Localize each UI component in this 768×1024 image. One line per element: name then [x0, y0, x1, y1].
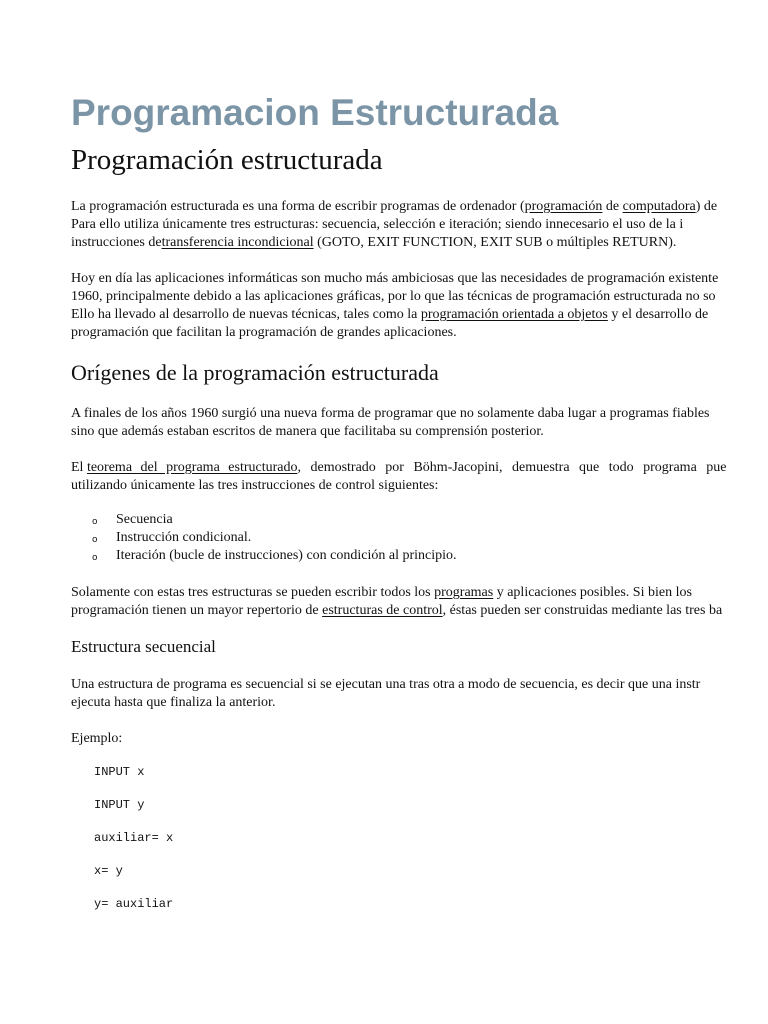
intro-line-3 [71, 234, 676, 252]
para2-text: y el desarrollo de [607, 307, 709, 322]
intro-text: instrucciones de [71, 235, 162, 250]
code-line: auxiliar= x [94, 831, 174, 845]
theorem-text: , demostrado por Böhm-Jacopini, demuestra que todo programa pue [297, 460, 727, 475]
heading-programacion-estructurada: Programación estructurada [71, 144, 383, 176]
bullet-marker: o [92, 535, 98, 545]
intro-line-2: Para ello utiliza únicamente tres estructuras: secuencia, selección e iteración; siendo innecesario el uso de la i [71, 217, 684, 232]
theorem-line-2: utilizando únicamente las tres instrucciones de control siguientes: [71, 478, 439, 493]
solamente-text: , éstas pueden ser construidas mediante las tres ba [442, 603, 723, 618]
para2-line-3 [71, 306, 708, 324]
heading-estructura-secuencial: Estructura secuencial [71, 637, 216, 656]
code-line: y= auxiliar [94, 897, 174, 911]
link-programas[interactable]: programas [434, 585, 494, 600]
link-programacion[interactable]: programación [524, 199, 603, 214]
link-teorema-del-programa-estructurado[interactable]: teorema del programa estructurado [86, 460, 298, 475]
link-transferencia-incondicional[interactable]: transferencia incondicional [161, 235, 314, 250]
heading-origenes: Orígenes de la programación estructurada [71, 360, 439, 385]
code-line: x= y [94, 864, 123, 878]
solamente-text: Solamente con estas tres estructuras se pueden escribir todos los [71, 585, 435, 600]
bullet-marker: o [92, 553, 98, 563]
secuencial-line-1: Una estructura de programa es secuencial si se ejecutan una tras otra a modo de secuencia, es decir que una instr [71, 677, 701, 692]
solamente-text: programación tienen un mayor repertorio de [71, 603, 323, 618]
theorem-text: El [71, 460, 87, 475]
intro-line-1 [71, 198, 717, 216]
document-title: Programacion Estructurada [71, 92, 559, 133]
link-programacion-orientada-a-objetos[interactable]: programación orientada a objetos [420, 307, 608, 322]
intro-text: ) de [695, 199, 718, 214]
code-line: INPUT x [94, 765, 145, 779]
secuencial-line-2: ejecuta hasta que finaliza la anterior. [71, 695, 276, 710]
intro-text: La programación estructurada es una forma de escribir programas de ordenador ( [71, 199, 525, 214]
list-item: Instrucción condicional. [116, 530, 252, 545]
intro-text: (GOTO, EXIT FUNCTION, EXIT SUB o múltiples RETURN). [313, 235, 677, 250]
list-item: Secuencia [116, 512, 173, 527]
solamente-line-2 [71, 602, 722, 620]
para2-text: Ello ha llevado al desarrollo de nuevas técnicas, tales como la [71, 307, 421, 322]
list-item: Iteración (bucle de instrucciones) con condición al principio. [116, 548, 457, 563]
origins-line-2: sino que además estaban escritos de manera que facilitaba su comprensión posterior. [71, 424, 544, 439]
ejemplo-label: Ejemplo: [71, 731, 123, 746]
origins-line-1: A finales de los años 1960 surgió una nueva forma de programar que no solamente daba lugar a programas fiables [71, 406, 710, 421]
para2-line-2: 1960, principalmente debido a las aplicaciones gráficas, por lo que las técnicas de programación estructurada no so [71, 289, 716, 304]
bullet-marker: o [92, 517, 98, 527]
theorem-line-1 [71, 459, 727, 477]
solamente-line-1 [71, 584, 692, 602]
para2-line-1: Hoy en día las aplicaciones informáticas son mucho más ambiciosas que las necesidades de programación existente [71, 271, 719, 286]
link-estructuras-de-control[interactable]: estructuras de control [322, 603, 443, 618]
code-line: INPUT y [94, 798, 145, 812]
para2-line-4: programación que facilitan la programación de grandes aplicaciones. [71, 325, 457, 340]
link-computadora[interactable]: computadora [622, 199, 696, 214]
intro-text: de [602, 199, 623, 214]
solamente-text: y aplicaciones posibles. Si bien los [493, 585, 692, 600]
